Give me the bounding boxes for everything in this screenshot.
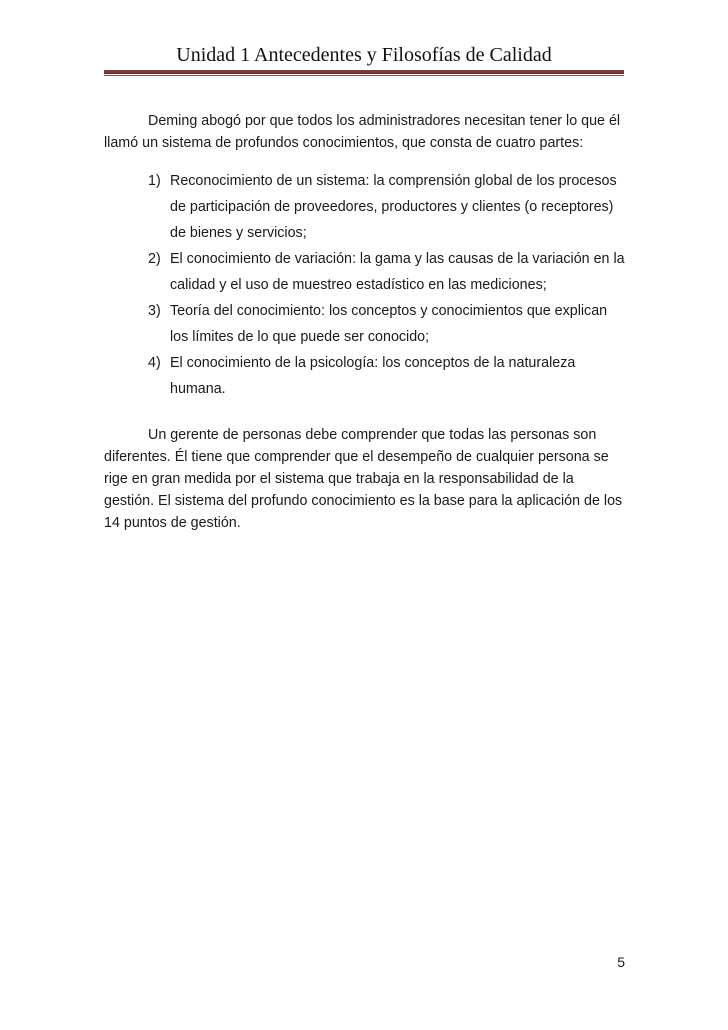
- intro-paragraph: Deming abogó por que todos los administradores necesitan tener lo que él llamó un sistema de profundos conocimientos, que consta de cuatro partes:: [104, 113, 621, 151]
- list-item-number: 3): [148, 303, 161, 319]
- closing-paragraph: Un gerente de personas debe comprender que todas las personas son diferentes. Él tiene que comprender que el desempeño de cualquier persona se rige en gran medida por el sistema que trabaja en la responsabilidad de la gestión. El sistema del profundo conocimiento es la base para la aplicación de los 14 puntos de gestión.: [104, 427, 623, 531]
- list-item-text: El conocimiento de la psicología: los conceptos de la naturaleza humana.: [170, 355, 576, 397]
- list-item-number: 4): [148, 355, 161, 371]
- list-item: [104, 298, 626, 350]
- page-number: 5: [617, 954, 625, 970]
- list-item-text: Reconocimiento de un sistema: la comprensión global de los procesos de participación de proveedores, productores y clientes (o receptores) de bienes y servicios;: [170, 173, 617, 241]
- list-item-text: Teoría del conocimiento: los conceptos y conocimientos que explican los límites de lo que puede ser conocido;: [170, 303, 608, 345]
- knowledge-parts-list: [104, 168, 626, 402]
- list-item-number: 1): [148, 173, 161, 189]
- page-header-title: Unidad 1 Antecedentes y Filosofías de Calidad: [176, 44, 552, 66]
- list-item-number: 2): [148, 251, 161, 267]
- list-item: [104, 168, 626, 246]
- header-rule: [104, 70, 624, 74]
- header-rule-thin: [104, 75, 624, 76]
- list-item-text: El conocimiento de variación: la gama y las causas de la variación en la calidad y el uso de muestreo estadístico en las mediciones;: [170, 251, 625, 293]
- document-body: [104, 110, 626, 534]
- list-item: [104, 350, 626, 402]
- list-item: [104, 246, 626, 298]
